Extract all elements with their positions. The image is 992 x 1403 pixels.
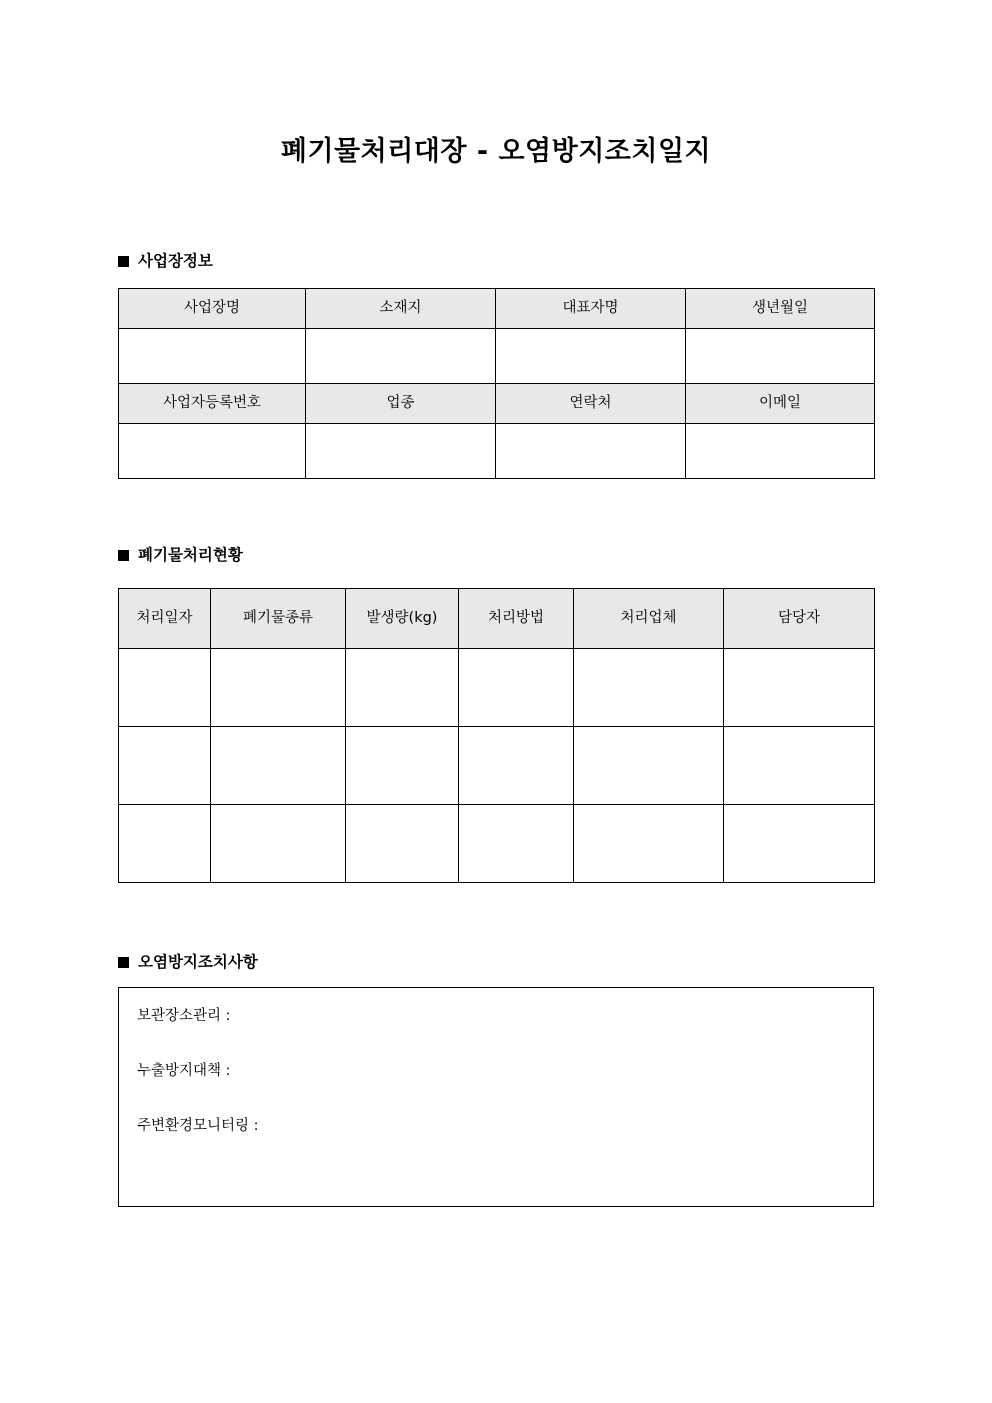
header-cell-business-name: 사업장명 (119, 289, 306, 329)
header-cell-location: 소재지 (306, 289, 496, 329)
header-cell-business-registration-number: 사업자등록번호 (119, 384, 306, 424)
input-cell-birthdate[interactable] (686, 329, 875, 384)
section-heading-pollution-measures-label: 오염방지조치사항 (138, 953, 258, 971)
measure-label-environment-monitoring: 주변환경모니터링 : (137, 1118, 259, 1134)
header-cell-representative-name: 대표자명 (496, 289, 686, 329)
input-cell-person-in-charge[interactable] (724, 649, 875, 727)
table-row (119, 649, 875, 727)
input-cell-disposal-date[interactable] (119, 727, 211, 805)
input-cell-waste-type[interactable] (211, 727, 346, 805)
section-heading-business-info (118, 252, 213, 271)
section-heading-waste-status-label: 폐기물처리현황 (138, 546, 243, 564)
black-square-bullet-icon (118, 256, 129, 267)
input-cell-contact[interactable] (496, 424, 686, 479)
input-cell-disposal-date[interactable] (119, 805, 211, 883)
input-cell-industry-type[interactable] (306, 424, 496, 479)
header-cell-contact: 연락처 (496, 384, 686, 424)
input-cell-disposal-method[interactable] (459, 805, 574, 883)
header-cell-birthdate: 생년월일 (686, 289, 875, 329)
input-cell-representative-name[interactable] (496, 329, 686, 384)
header-cell-disposal-date: 처리일자 (119, 589, 211, 649)
input-cell-generated-amount[interactable] (346, 727, 459, 805)
table-row (119, 424, 875, 479)
input-cell-disposal-company[interactable] (574, 805, 724, 883)
header-cell-person-in-charge: 담당자 (724, 589, 875, 649)
input-cell-disposal-company[interactable] (574, 727, 724, 805)
measure-label-leak-prevention: 누출방지대책 : (137, 1063, 231, 1079)
header-cell-disposal-method: 처리방법 (459, 589, 574, 649)
header-cell-email: 이메일 (686, 384, 875, 424)
input-cell-business-name[interactable] (119, 329, 306, 384)
header-cell-waste-type: 폐기물종류 (211, 589, 346, 649)
input-cell-waste-type[interactable] (211, 805, 346, 883)
input-cell-waste-type[interactable] (211, 649, 346, 727)
table-header-row (119, 589, 875, 649)
table-row (119, 805, 875, 883)
header-cell-disposal-company: 처리업체 (574, 589, 724, 649)
input-cell-disposal-method[interactable] (459, 727, 574, 805)
input-cell-location[interactable] (306, 329, 496, 384)
pollution-measures-box[interactable] (118, 987, 874, 1207)
page-title: 폐기물처리대장 - 오염방지조치일지 (280, 136, 712, 167)
black-square-bullet-icon (118, 957, 129, 968)
table-row (119, 329, 875, 384)
header-cell-generated-amount: 발생량(kg) (346, 589, 459, 649)
section-heading-pollution-measures (118, 953, 258, 972)
input-cell-business-registration-number[interactable] (119, 424, 306, 479)
table-row (119, 289, 875, 329)
black-square-bullet-icon (118, 550, 129, 561)
table-row (119, 727, 875, 805)
input-cell-person-in-charge[interactable] (724, 727, 875, 805)
waste-status-table (118, 588, 875, 883)
header-cell-industry-type: 업종 (306, 384, 496, 424)
input-cell-generated-amount[interactable] (346, 649, 459, 727)
input-cell-disposal-company[interactable] (574, 649, 724, 727)
input-cell-generated-amount[interactable] (346, 805, 459, 883)
section-heading-business-info-label: 사업장정보 (138, 252, 213, 270)
section-heading-waste-status (118, 546, 243, 565)
input-cell-disposal-method[interactable] (459, 649, 574, 727)
input-cell-email[interactable] (686, 424, 875, 479)
table-row (119, 384, 875, 424)
input-cell-person-in-charge[interactable] (724, 805, 875, 883)
measure-label-storage-management: 보관장소관리 : (137, 1008, 231, 1024)
business-info-table (118, 288, 875, 479)
input-cell-disposal-date[interactable] (119, 649, 211, 727)
